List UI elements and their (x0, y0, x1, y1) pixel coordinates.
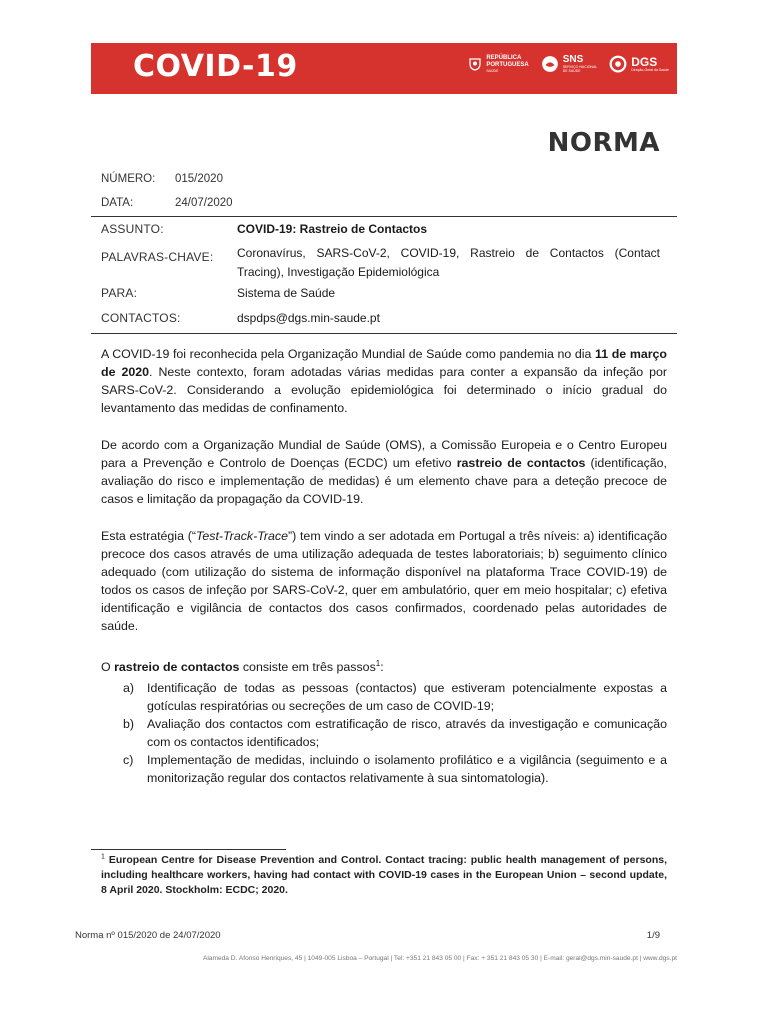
numero-label: NÚMERO: (101, 173, 156, 185)
header-banner (91, 43, 677, 94)
list-item: b) Avaliação dos contactos com estratificação de risco, através da investigação e comunicação com os contactos identificados; (123, 717, 667, 749)
footnote-ref[interactable]: 1 (375, 658, 381, 668)
logo-group (468, 55, 669, 73)
list-item: c) Implementação de medidas, incluindo o isolamento profilático e a vigilância (seguimento e a monitorização regular dos contactos relativamente à sua sintomatologia). (123, 753, 667, 785)
paragraph-1: A COVID-19 foi reconhecida pela Organização Mundial de Saúde como pandemia no dia 11 de março de 2020. Neste contexto, foram adotadas várias medidas para conter a expansão da infeção por SARS-CoV-2. Considerando a evolução epidemiológica foi determinado o início gradual do levantamento das medidas de confinamento. (101, 347, 668, 415)
header-divider-bottom (91, 333, 677, 334)
assunto-label: ASSUNTO: (101, 222, 164, 236)
banner-title: COVID-19 (133, 49, 298, 84)
list-item: a) Identificação de todas as pessoas (contactos) que estiveram potencialmente expostas a gotículas respiratórias ou secreções de um caso de COVID-19; (123, 681, 667, 713)
steps-list (123, 679, 667, 787)
document-type-title: NORMA (547, 128, 660, 158)
footer-address: Alameda D. Afonso Henriques, 45 | 1049-005 Lisboa – Portugal | Tel: +351 21 843 05 00 | Fax: + 351 21 843 05 30 | E-mail: geral@dgs.min-saude.pt | www.dgs.pt (202, 955, 677, 962)
footnote-separator (91, 849, 286, 850)
contactos-label: CONTACTOS: (101, 311, 181, 325)
paragraph-4: O rastreio de contactos consiste em três passos$^1$: (101, 658, 384, 674)
para-value: Sistema de Saúde (237, 286, 336, 300)
sns-logo: SNS SERVIÇO NACIONAL DE SAÚDE (541, 55, 598, 73)
republica-portuguesa-logo: REPÚBLICA PORTUGUESA SAÚDE (468, 55, 528, 73)
paragraph-3: Esta estratégia (“Test-Track-Trace”) tem vindo a ser adotada em Portugal a três níveis: a) identificação precoce dos casos através de uma utilização adequada de testes laboratoriais; b) seguimento clínico adequado (com utilização do sistema de informação disponível na plataforma Trace COVID-19) de todos os casos de infeção por SARS-CoV-2, quer em ambulatório, quer em meio hospitalar; c) efetiva identificação e vigilância de contactos dos casos confirmados, coordenado pelas autoridades de saúde. (101, 529, 667, 633)
header-divider-top (91, 216, 677, 217)
sns-circle-icon (541, 55, 559, 73)
dgs-mark-icon (609, 55, 627, 73)
footnote: $^1$ European Centre for Disease Prevention and Control. Contact tracing: public health management of persons, including healthcare workers, having had contact with COVID-19 cases in the European Union – second update, 8 April 2020. Stockholm: ECDC; 2020. (101, 853, 667, 896)
data-value: 24/07/2020 (175, 197, 233, 209)
numero-value: 015/2020 (175, 173, 223, 185)
data-label: DATA: (101, 197, 134, 209)
republica-emblem-icon (468, 57, 482, 71)
footer-norma-reference: Norma nº 015/2020 de 24/07/2020 (75, 930, 221, 941)
contactos-email-link[interactable]: dspdps@dgs.min-saude.pt (237, 311, 380, 325)
assunto-value: COVID-19: Rastreio de Contactos (237, 222, 428, 236)
dgs-logo: DGS Direção-Geral da Saúde (609, 55, 669, 73)
paragraph-2: De acordo com a Organização Mundial de Saúde (OMS), a Comissão Europeia e o Centro Europeu para a Prevenção e Controlo de Doenças (ECDC) um efetivo rastreio de contactos (identificação, avaliação do risco e implementação de medidas) é um elemento chave para a deteção precoce de casos e limitação da propagação da COVID-19. (101, 438, 668, 506)
palavras-chave-label: PALAVRAS-CHAVE: (101, 250, 214, 264)
page-number: 1/9 (646, 930, 660, 941)
para-label: PARA: (101, 286, 138, 300)
palavras-chave-value: Coronavírus, SARS-CoV-2, COVID-19, Rastreio de Contactos (Contact Tracing), Investigação Epidemiológica (237, 246, 660, 279)
